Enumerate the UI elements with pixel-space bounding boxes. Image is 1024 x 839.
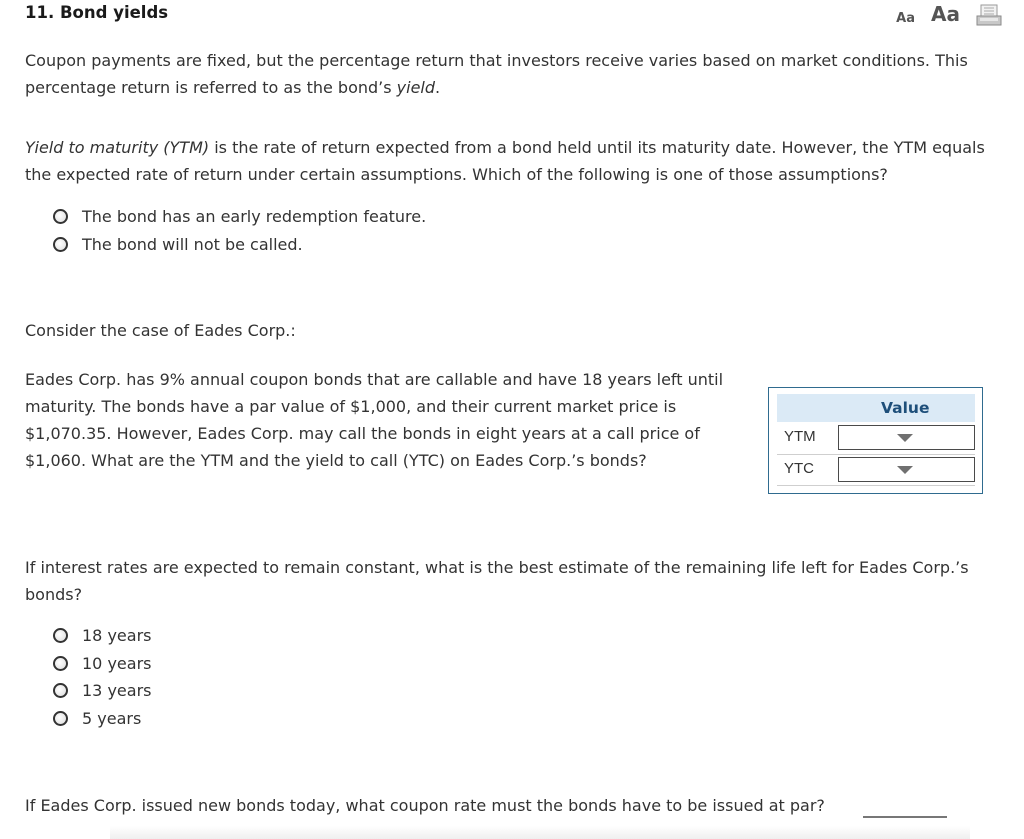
row-divider [777, 454, 975, 455]
q1-text: is the rate of return expected from a bond held until its maturity date. However, the YTM equals the expected rate of return under certain assumptions. Which of the following is one of those assumptions? [25, 138, 985, 184]
font-size-large-button[interactable]: Aa [931, 2, 960, 26]
dropdown-arrow-icon [897, 434, 913, 442]
bottom-shadow [110, 826, 970, 839]
option-label: 18 years [82, 626, 152, 646]
q1-options [53, 203, 426, 258]
option-label: The bond has an early redemption feature. [82, 207, 427, 227]
option-label: 10 years [82, 653, 152, 673]
q1-prompt [25, 134, 1004, 188]
intro-text: Coupon payments are fixed, but the percentage return that investors receive varies based on market conditions. This percentage return is referred to as the bond’s [25, 51, 968, 97]
radio-button[interactable] [53, 711, 68, 726]
radio-button[interactable] [53, 237, 68, 252]
case-text: Eades Corp. has 9% annual coupon bonds that are callable and have 18 years left until maturity. The bonds have a par value of $1,000, and their current market price is $1,070.35. However, Eades Corp. may call the bonds in eight years at a call price of $1,060. What are the YTM and the yield to call (YTC) on Eades Corp.’s bonds? [25, 370, 724, 470]
radio-button[interactable] [53, 209, 68, 224]
radio-button[interactable] [53, 683, 68, 698]
q2-option-4[interactable] [53, 705, 151, 733]
intro-paragraph [25, 47, 1004, 101]
case-heading: Consider the case of Eades Corp.: [25, 321, 296, 340]
question-title: 11. Bond yields [25, 3, 169, 22]
value-table [768, 387, 983, 494]
q2-prompt: If interest rates are expected to remain constant, what is the best estimate of the remaining life left for Eades Corp.’s bonds? [25, 558, 969, 604]
answer-underline [863, 816, 947, 818]
option-label: 13 years [82, 681, 152, 701]
q2-option-1[interactable] [53, 622, 151, 650]
ytm-row-label: YTM [784, 428, 816, 445]
toolbar [896, 2, 1002, 26]
q1-option-1[interactable] [53, 203, 426, 231]
coupon-rate-input[interactable] [863, 796, 947, 816]
q3-prompt: If Eades Corp. issued new bonds today, what coupon rate must the bonds have to be issued at par? [25, 796, 825, 815]
radio-button[interactable] [53, 656, 68, 671]
intro-yield-term: yield [396, 78, 436, 97]
ytm-select[interactable] [838, 425, 975, 450]
dropdown-arrow-icon [897, 466, 913, 474]
q2-options [53, 622, 151, 732]
print-icon[interactable] [976, 4, 1002, 26]
q2-option-3[interactable] [53, 677, 151, 705]
q1-option-2[interactable] [53, 231, 426, 259]
font-size-small-button[interactable]: Aa [896, 11, 916, 26]
option-label: The bond will not be called. [82, 234, 303, 254]
q2-option-2[interactable] [53, 650, 151, 678]
option-label: 5 years [82, 708, 142, 728]
value-table-header: Value [777, 394, 975, 422]
intro-period: . [435, 78, 441, 97]
radio-button[interactable] [53, 628, 68, 643]
ytc-row-label: YTC [784, 460, 814, 477]
row-divider [777, 485, 975, 486]
ytc-select[interactable] [838, 457, 975, 482]
q1-ytm-term: Yield to maturity (YTM) [25, 138, 210, 157]
